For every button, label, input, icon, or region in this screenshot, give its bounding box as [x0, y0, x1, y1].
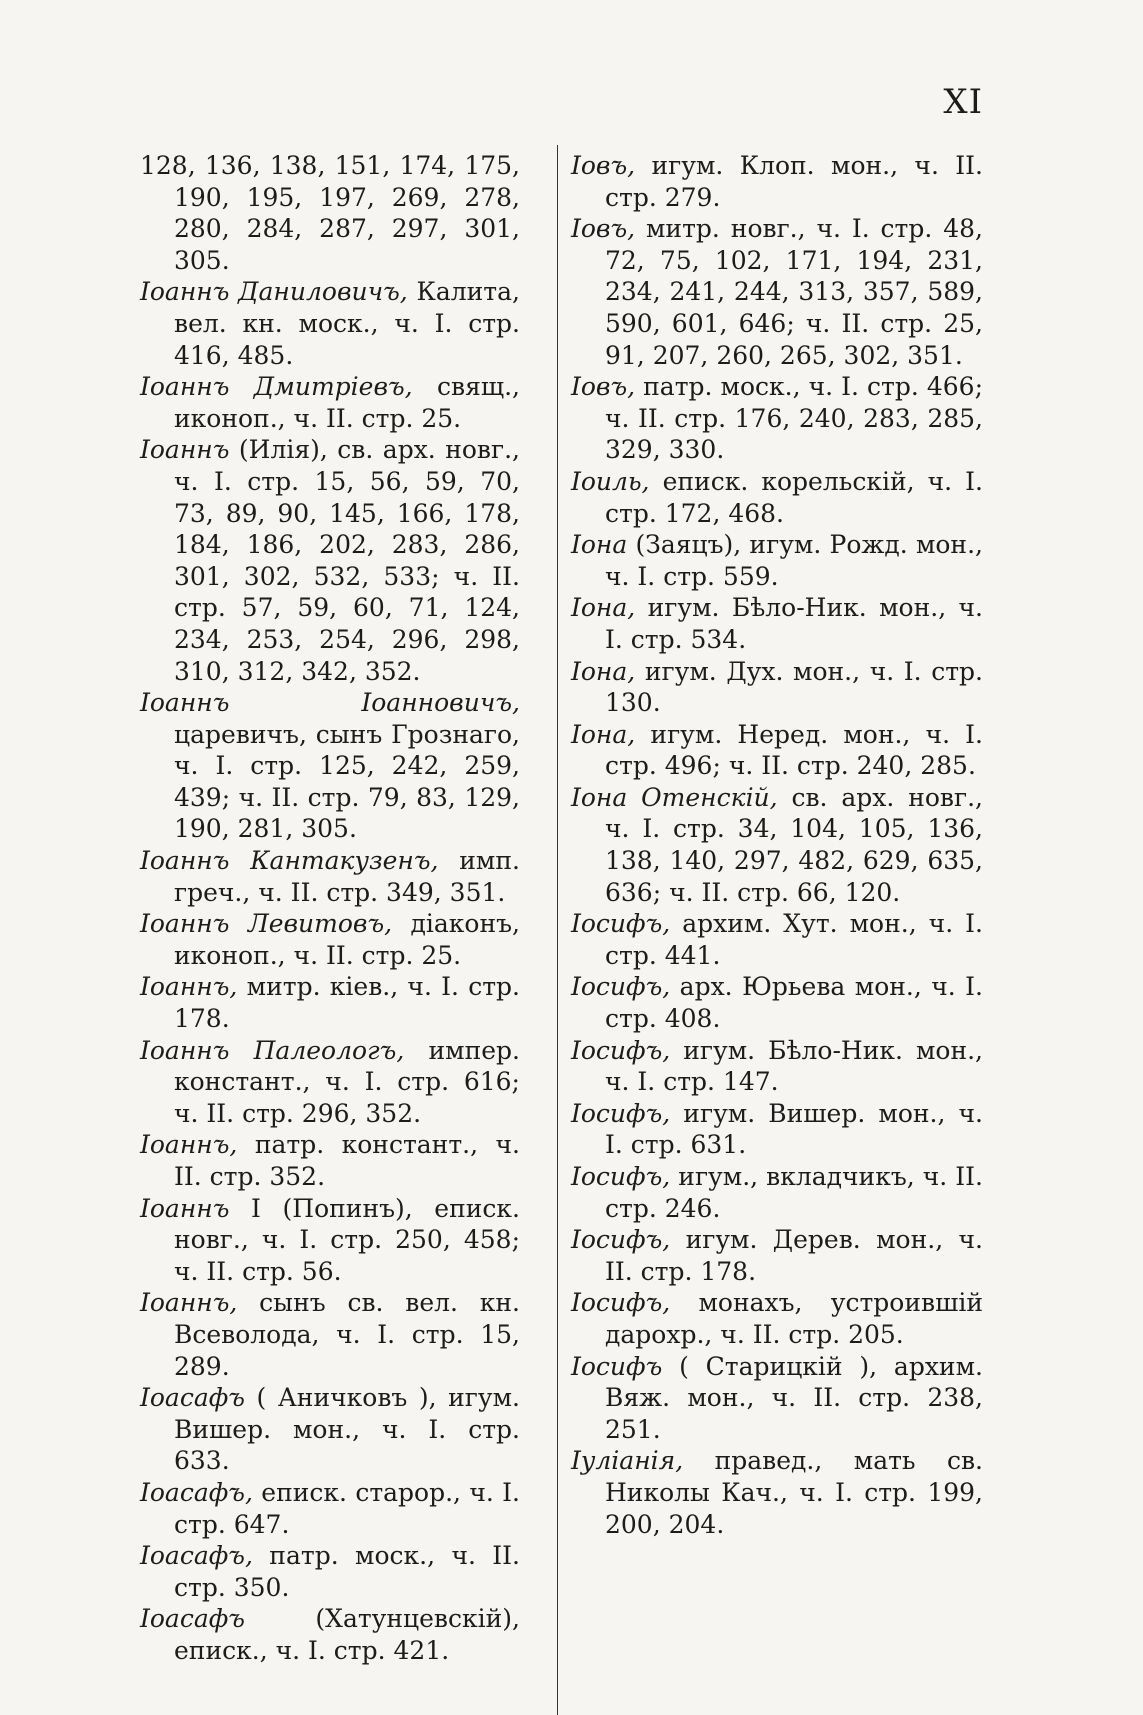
index-entry: Іоаннъ Даниловичъ, Калита, вел. кн. моск., ч. I. стр. 416, 485. [140, 277, 520, 370]
index-entry: Іовъ, игум. Клоп. мон., ч. II. стр. 279. [571, 151, 983, 212]
index-entry: Іоаннъ Левитовъ, діаконъ, иконоп., ч. II. стр. 25. [140, 909, 520, 970]
index-entry: Іоаннъ Кантакузенъ, имп. греч., ч. II. стр. 349, 351. [140, 846, 520, 907]
index-entry: Іосифъ ( Старицкій ), архим. Вяж. мон., ч. II. стр. 238, 251. [571, 1351, 983, 1444]
index-entry: Іосифъ, игум., вкладчикъ, ч. II. стр. 246. [571, 1162, 983, 1223]
right-column [571, 150, 983, 1540]
index-entry: Іосифъ, игум. Бѣло-Ник. мон., ч. I. стр. 147. [571, 1035, 983, 1097]
index-entry: Іоаннъ, сынъ св. вел. кн. Всеволода, ч. I. стр. 15, 289. [140, 1288, 520, 1381]
index-entry: Іосифъ, арх. Юрьева мон., ч. I. стр. 408. [571, 972, 983, 1034]
index-entry: Іоиль, еписк. корельскій, ч. I. стр. 172, 468. [571, 466, 983, 528]
page-number: XI [943, 82, 983, 122]
index-entry: Іосифъ, монахъ, устроившій дарохр., ч. II. стр. 205. [571, 1288, 983, 1349]
index-entry: Іона Отенскій, св. арх. новг., ч. I. стр. 34, 104, 105, 136, 138, 140, 297, 482, 629, 635, 636; ч. II. стр. 66, 120. [571, 782, 983, 907]
left-column [140, 150, 520, 1667]
index-entry: Іона, игум. Бѣло-Ник. мон., ч. I. стр. 534. [571, 593, 983, 654]
index-entry: Іоасафъ, патр. моск., ч. II. стр. 350. [140, 1541, 520, 1602]
index-entry: Іона, игум. Дух. мон., ч. I. стр. 130. [571, 656, 983, 718]
index-entry: Іона, игум. Неред. мон., ч. I. стр. 496; ч. II. стр. 240, 285. [571, 719, 983, 781]
index-entry: Іовъ, патр. моск., ч. I. стр. 466; ч. II. стр. 176, 240, 283, 285, 329, 330. [571, 372, 983, 465]
index-entry: Іоаннъ Іоанновичъ, царевичъ, сынъ Грознаго, ч. I. стр. 125, 242, 259, 439; ч. II. стр. 79, 83, 129, 190, 281, 305. [140, 688, 520, 844]
index-entry: Іосифъ, игум. Дерев. мон., ч. II. стр. 178. [571, 1225, 983, 1286]
index-entry: Іоаннъ, митр. кіев., ч. I. стр. 178. [140, 972, 520, 1034]
index-entry: Іовъ, митр. новг., ч. I. стр. 48, 72, 75, 102, 171, 194, 231, 234, 241, 244, 313, 357, 589, 590, 601, 646; ч. II. стр. 25, 91, 207, 260, 265, 302, 351. [571, 214, 983, 370]
index-entry: Іосифъ, игум. Вишер. мон., ч. I. стр. 631. [571, 1098, 983, 1160]
index-entry: Іосифъ, архим. Хут. мон., ч. I. стр. 441. [571, 909, 983, 970]
index-entry: Іоаннъ I (Попинъ), еписк. новг., ч. I. стр. 250, 458; ч. II. стр. 56. [140, 1193, 520, 1286]
column-divider [557, 145, 558, 1715]
index-entry: Іоасафъ, еписк. старор., ч. I. стр. 647. [140, 1477, 520, 1539]
index-entry: Іоаннъ Палеологъ, импер. констант., ч. I. стр. 616; ч. II. стр. 296, 352. [140, 1035, 520, 1128]
index-entry: 128, 136, 138, 151, 174, 175, 190, 195, 197, 269, 278, 280, 284, 287, 297, 301, 305. [140, 151, 520, 275]
index-entry: Іоасафъ ( Аничковъ ), игум. Вишер. мон., ч. I. стр. 633. [140, 1383, 520, 1476]
index-entry: Іуліанія, правед., мать св. Николы Кач., ч. I. стр. 199, 200, 204. [571, 1446, 983, 1539]
index-entry: Іоасафъ (Хатунцевскій), еписк., ч. I. стр. 421. [140, 1604, 520, 1665]
index-entry: Іоаннъ, патр. констант., ч. II. стр. 352. [140, 1130, 520, 1191]
index-entry: Іона (Заяцъ), игум. Рожд. мон., ч. I. стр. 559. [571, 530, 983, 591]
index-entry: Іоаннъ (Илія), св. арх. новг., ч. I. стр. 15, 56, 59, 70, 73, 89, 90, 145, 166, 178, 184, 186, 202, 283, 286, 301, 302, 532, 533; ч. II. стр. 57, 59, 60, 71, 124, 234, 253, 254, 296, 298, 310, 312, 342, 352. [140, 435, 520, 686]
index-entry: Іоаннъ Дмитріевъ, свящ., иконоп., ч. II. стр. 25. [140, 372, 520, 433]
